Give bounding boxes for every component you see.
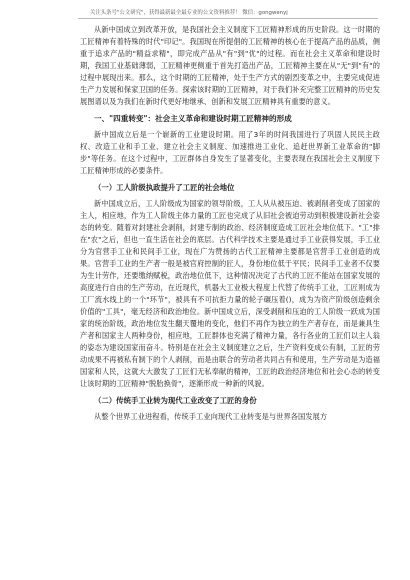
- section-one-paragraph: 新中国成立后是一个崭新的工业建设时期。用了3年的时间我国进行了巩固人民民主政权、改造工业和手工业、建立社会主义制度、加速推进工业化、追赶世界新工业革命的"脚步"等任务。在这个过程中，工匠群体自身发生了显著变化，主要表现在我国社会主义制度下工匠精神形成的必要条件。: [80, 130, 380, 175]
- subsection-two-heading: （二）传统手工业转为现代工业改变了工匠的身份: [94, 396, 257, 405]
- banner-text: 关注头条号"公文研究"，获得最新最全最专业的公文资料推荐！ 微信：gongwenyj: [90, 10, 288, 16]
- section-one-heading: 一、"四重转变"：社会主义革命和建设时期工匠精神的形成: [94, 114, 292, 123]
- subsection-one-heading: （一）工人阶级执政提升了工匠的社会地位: [94, 183, 235, 192]
- header-divider: [78, 18, 378, 19]
- subsection-two-paragraph: 从整个世界工业进程看，传统手工业向现代工业转变是与世界各国发展方: [94, 412, 328, 421]
- subsection-one-paragraph: 新中国成立后，工人阶级成为国家的领导阶级，工人从从被压迫、被剥削者变成了国家的主人，相应地，作为工人阶级主体力量的工匠也完成了从旧社会被迫劳动到积极建设新社会姿态的转变。随着对封建社会剥削，封建专制的政治、经济制度造成工匠社会地位低下。"工"排在"农"之后，但也一直生活在社会的底层。古代科学技术主要是通过手工业获得发展，手工业分为官营手工业和民间手工业，现在广为赞扬的古代工匠精神主要都是官营手工业创造的成果。官营手工业的生产者一般是被官府控制的匠人，身份地位低于平民；民间手工业者不仅要为生计劳作，还要缴纳赋税，政治地位低下，这种情况决定了古代的工匠不能站在国家发展的高度进行自由的生产劳动，在近现代，机器大工业极大程度上代替了传统手工业，工匠则成为工厂流水线上的一个"环节"，被具有不可抗拒力量的轮子碾压着()，成为为资产阶级创造剩余价值的"工具"，毫无经济和政治地位。新中国成立后，深受剥削和压迫的工人阶级一跃成为国家的统治阶级，政治地位发生翻天覆地的变化，他们不再作为独立的生产者存在，而是兼具生产者和国家主人两种身份，相应地，工匠群体也充满了精神力量，各行各业的工匠们以主人翁的姿态为建设国家而奋斗。特别是在社会主义制度建立之后，生产资料变成公有制，工匠的劳动成果不再被私有制下的个人剥削，而是由联合的劳动者共同占有和使用，生产劳动是为造福国家和人民，这就大大激发了工匠们无私奉献的精神，工匠的政治经济地位和社会心态的转变让该时期的工匠精神"脱胎换骨"，逐渐形成一种新的风貌。: [80, 199, 380, 388]
- header-banner: [0, 0, 410, 22]
- document-body: [80, 24, 380, 423]
- intro-paragraph: 从新中国成立到改革开放，是我国社会主义制度下工匠精神形成的历史阶段。这一时期的工匠精神有着特殊的时代"印记"。我国现在所提倡的工匠精神的核心在于提高产品的品质，侧重于追求产品的"精益求精"，即完成产品从"有"到"优"的过程。而在社会主义革命和建设时期，我国工业基础薄弱，工匠精神更侧重于首先打造出产品，工匠精神主要在从"无"到"有"的过程中展现出来。那么，这个时期的工匠精神，处于生产方式的剧烈变革之中，主要完成促进生产力发展和保家卫国的任务。探索该时期的工匠精神，对于我们补充完整工匠精神的历史发展图谱以及为我们在新时代更好地继承、创新和发展工匠精神具有重要的意义。: [80, 25, 380, 106]
